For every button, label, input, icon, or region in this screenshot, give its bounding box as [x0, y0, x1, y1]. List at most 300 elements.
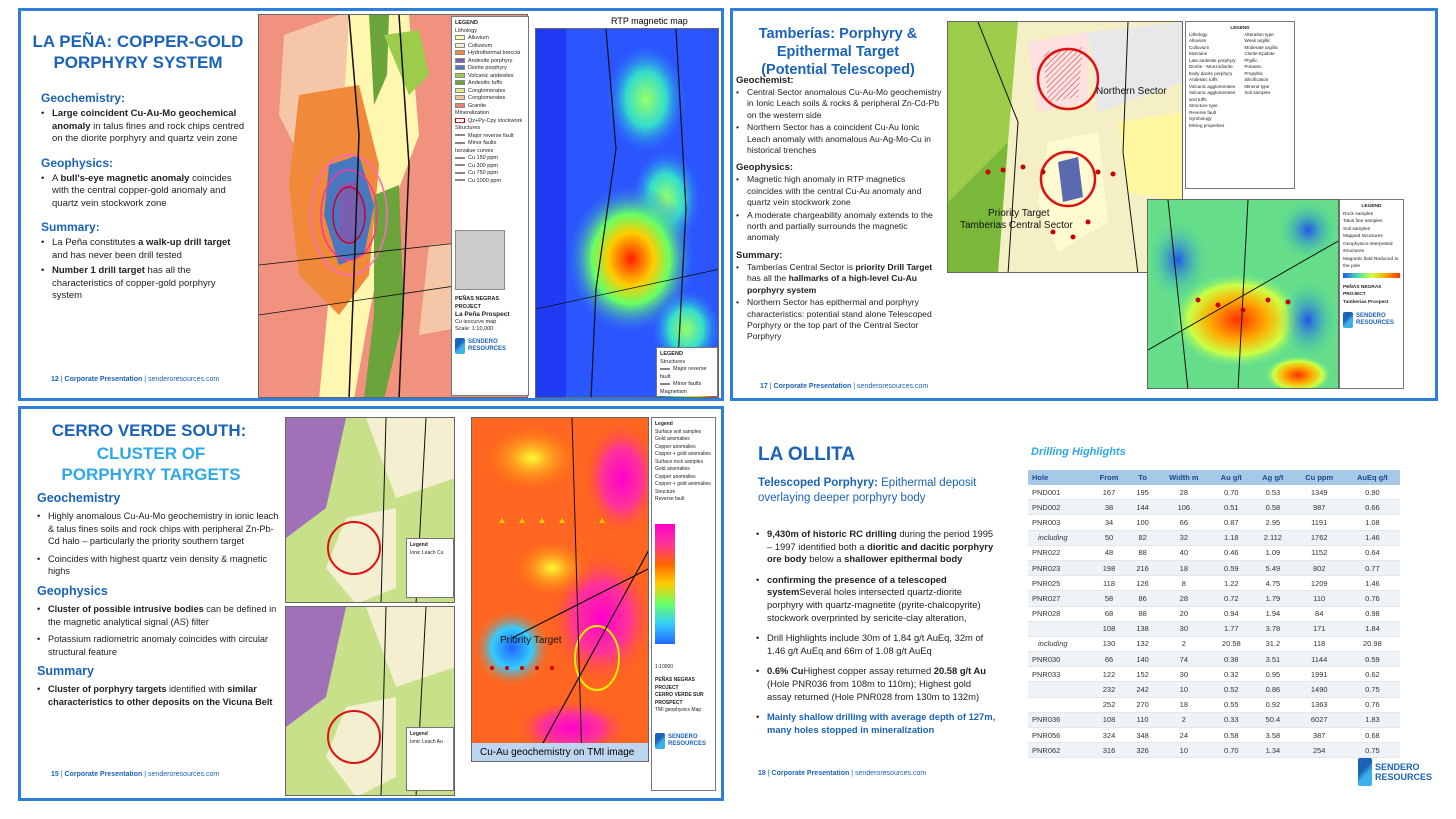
table-cell: 0.64 [1345, 545, 1400, 560]
bullet-item: • Magnetic high anomaly in RTP magnetics coincides with the central Cu-Au anomaly and quartz vein stockwork zone [736, 174, 942, 208]
table-cell: 252 [1090, 697, 1128, 712]
table-cell: 118 [1090, 576, 1128, 591]
table-cell: 0.77 [1345, 560, 1400, 575]
bullet-list [37, 683, 279, 708]
legend-item: Reverse fault [655, 496, 685, 502]
sendero-logo: SENDERO RESOURCES [1343, 312, 1400, 328]
bullet-list [37, 510, 279, 578]
table-cell: 171 [1294, 621, 1345, 636]
table-cell: 30 [1157, 621, 1210, 636]
table-cell: 82 [1128, 530, 1157, 545]
bullet-item: • Large coincident Cu-Au-Mo geochemical anomaly in talus fines and rock chips centred on the diorite porphyry and quartz vein zone [41, 108, 246, 146]
sendero-logo-icon [655, 733, 665, 749]
legend-item: Conglomerates [455, 95, 525, 103]
table-cell [1028, 621, 1090, 636]
table-cell: 10 [1157, 743, 1210, 758]
table-cell: 88 [1128, 545, 1157, 560]
slide-tamberias [730, 8, 1438, 401]
table-cell: 0.58 [1252, 500, 1294, 515]
table-row [1028, 530, 1400, 545]
table-cell: 0.86 [1252, 682, 1294, 697]
legend-item: Reverse fault [1189, 109, 1217, 115]
legend-item: Alluvium [455, 35, 525, 43]
table-cell: 0.75 [1345, 743, 1400, 758]
legend-item: Andesite porphyry [455, 58, 525, 66]
tamberias-rtp-graphic [1148, 200, 1339, 389]
table-cell: 987 [1294, 500, 1345, 515]
table-cell: 68 [1090, 606, 1128, 621]
table-cell: PNR033 [1028, 667, 1090, 682]
table-row [1028, 712, 1400, 727]
table-cell: PNR022 [1028, 545, 1090, 560]
table-cell: 31.2 [1252, 636, 1294, 651]
legend-item: Magnetic field Reduced to the pole [1343, 256, 1399, 269]
section-heading: Summary: [41, 220, 100, 234]
table-cell: PNR030 [1028, 652, 1090, 667]
table-cell: 20.98 [1345, 636, 1400, 651]
table-cell: 1152 [1294, 545, 1345, 560]
slide-body [41, 91, 246, 303]
table-cell: 108 [1090, 712, 1128, 727]
bullet-item: • 9,430m of historic RC drilling during the period 1995 – 1997 identified both a dioritic and dacitic porphyry ore body below a shallower epithermal body [756, 528, 996, 566]
table-cell: 216 [1128, 560, 1157, 575]
table-cell: 110 [1294, 591, 1345, 606]
rtp-legend: LEGEND Structures Major reverse fault Minor faults Magnetism [656, 347, 718, 397]
table-cell: 1.18 [1211, 530, 1253, 545]
legend-swatch [455, 103, 465, 108]
legend-item: Lithology [1189, 31, 1208, 37]
slide-title-line1: CERRO VERDE SOUTH: [51, 421, 247, 440]
table-cell: PND002 [1028, 500, 1090, 515]
legend-item: Silicification [1244, 77, 1269, 82]
table-cell: 1.08 [1345, 515, 1400, 530]
table-cell: 0.87 [1211, 515, 1253, 530]
table-header-cell: Width m [1157, 470, 1210, 485]
table-cell: 50 [1090, 530, 1128, 545]
table-cell: 198 [1090, 560, 1128, 575]
table-cell: 0.33 [1211, 712, 1253, 727]
table-cell: 1.83 [1345, 712, 1400, 727]
slide-subtitle: Telescoped Porphyry: Epithermal deposit overlaying deeper porphyry body [758, 477, 977, 504]
legend-structure-major: Major reverse fault [455, 133, 525, 141]
table-cell: 30 [1157, 667, 1210, 682]
tamberias-rtp-map [1147, 199, 1339, 389]
table-header-cell: Hole [1028, 470, 1090, 485]
table-cell: 118 [1294, 636, 1345, 651]
legend-iso-item: Cu 750 ppm [455, 170, 525, 178]
table-cell: 254 [1294, 743, 1345, 758]
section-heading: Geophysics: [736, 162, 794, 174]
legend-swatch [455, 80, 465, 85]
table-cell: 0.90 [1345, 485, 1400, 500]
section-heading: Geochemistry [37, 491, 121, 505]
legend-item: Diorite - Monzodiorite [1189, 64, 1233, 69]
sendero-logo: SENDERO RESOURCES [1358, 758, 1432, 786]
legend-items [455, 35, 525, 110]
table-cell: 0.94 [1211, 606, 1253, 621]
bullet-item: • Drill Highlights include 30m of 1.84 g/t AuEq, 32m of 1.46 g/t AuEq and 66m of 1.08 g/t AuEq [756, 632, 996, 657]
legend-item: Andesitic tuffs [1189, 77, 1218, 82]
bullet-item: • A moderate chargeability anomaly extends to the north and partially surrounds the magnetic anomaly [736, 210, 942, 244]
legend-swatch [455, 95, 465, 100]
table-cell: 0.98 [1345, 606, 1400, 621]
table-cell: 270 [1128, 697, 1157, 712]
geology-legend [451, 16, 529, 396]
bullet-list [41, 173, 246, 211]
legend-item: Gold anomalies [655, 466, 690, 472]
legend-swatch [455, 88, 465, 93]
table-cell: 1.22 [1211, 576, 1253, 591]
sendero-logo: SENDERO RESOURCES [655, 733, 712, 749]
legend-item: Early dacite porphyry [1189, 70, 1233, 76]
tamberias-rtp-legend: LEGEND Rock samples Talus fine samples Soil samples Mapped structures Geophysics-interpreted structures Magnetic field Reduced to the pole PEÑAS NEGRAS PROJECT Tamberias Prospect SENDERO RESOURCES [1339, 199, 1404, 389]
bullet-item: • Coincides with highest quartz vein density & magnetic highs [37, 553, 279, 578]
bullet-list [736, 174, 942, 243]
table-cell: 144 [1128, 500, 1157, 515]
sendero-logo-icon [1358, 758, 1372, 786]
rtp-map-graphic [536, 29, 719, 398]
table-cell: 8 [1157, 576, 1210, 591]
bullet-item: • Northern Sector has a coincident Cu-Au Ionic Leach anomaly with anomalous Au-Ag-Mo-Cu in historical trenches [736, 122, 942, 156]
table-cell: PNR003 [1028, 515, 1090, 530]
table-cell: 0.46 [1211, 545, 1253, 560]
table-cell: 1762 [1294, 530, 1345, 545]
map-scale: Scale: 1:10,000 [455, 326, 494, 332]
slide-footer: 12 | Corporate Presentation | senderoresources.com [51, 376, 220, 383]
table-header-cell: From [1090, 470, 1128, 485]
table-row [1028, 652, 1400, 667]
table-cell: PNR056 [1028, 728, 1090, 743]
project-label: PEÑAS NEGRAS PROJECT [455, 296, 500, 310]
table-row [1028, 636, 1400, 651]
rtp-map-title: RTP magnetic map [611, 16, 688, 26]
legend-swatch [455, 43, 465, 48]
table-cell: 66 [1090, 652, 1128, 667]
table-cell: 18 [1157, 697, 1210, 712]
table-cell: 110 [1128, 712, 1157, 727]
table-cell: 0.59 [1211, 560, 1253, 575]
table-cell: including [1028, 530, 1090, 545]
slide-body [736, 75, 942, 343]
legend-item: Copper + gold anomalies [655, 481, 711, 487]
table-cell: 0.32 [1211, 667, 1253, 682]
table-body [1028, 485, 1400, 758]
slide-la-ollita [730, 406, 1438, 801]
bullet-list [41, 108, 246, 146]
legend-item: Surface soil samples [655, 428, 702, 435]
slide-footer: 18 | Corporate Presentation | senderoresources.com [758, 770, 927, 777]
table-cell: 18 [1157, 560, 1210, 575]
table-cell: PND001 [1028, 485, 1090, 500]
table-cell: 0.59 [1345, 652, 1400, 667]
slide-footer: 17 | Corporate Presentation | senderoresources.com [760, 383, 929, 390]
legend-item: Copper anomalies [655, 443, 696, 450]
table-cell: 5.49 [1252, 560, 1294, 575]
table-cell: 58 [1090, 591, 1128, 606]
legend-iso-item: Cu 300 ppm [455, 163, 525, 171]
table-header-cell: Ag g/t [1252, 470, 1294, 485]
table-cell: 20.58 [1211, 636, 1253, 651]
slide-footer: 15 | Corporate Presentation | senderoresources.com [51, 771, 220, 778]
bullet-item: • Tamberías Central Sector is priority Drill Target has all the hallmarks of a high-level Cu-Au porphyry system [736, 262, 942, 296]
legend-structure-minor: Minor faults [455, 140, 525, 148]
bullet-item: • Northern Sector has epithermal and porphyry characteristics: potential stand alone Telescoped Porphyry or the top part of the Central Sector Porphyry [736, 297, 942, 343]
cu-legend: Legend Ionic Leach Cu [406, 538, 454, 598]
table-cell: 0.52 [1211, 682, 1253, 697]
table-cell: 10 [1157, 682, 1210, 697]
slide-body [37, 485, 279, 709]
table-row [1028, 485, 1400, 500]
bullet-item: • 0.6% CuHighest copper assay returned 20.58 g/t Au (Hole PNR036 from 108m to 110m); Highest gold assay returned (Hole PNR028 from 130m to 132m) [756, 665, 996, 703]
tmi-legend: Legend Surface soil samples Gold anomalies Copper anomalies Copper + gold anomalies Surface rock samples Gold anomalies Copper anomalies Copper + gold anomalies Structure Reverse fault 1:10000 PEÑAS NEGRAS PROJECT CERRO VERDE SUR PROSPECT TMI geophysics Map SENDERO RESOURCES [651, 417, 716, 791]
table-header-cell: To [1128, 470, 1157, 485]
table-cell: 88 [1128, 606, 1157, 621]
bullet-item: • Cluster of porphyry targets identified with similar characteristics to other deposits on the Vicuna Belt [37, 683, 279, 708]
legend-item: Volcanic andesites [455, 73, 525, 81]
tmi-caption: Cu-Au geochemistry on TMI image [472, 743, 649, 762]
prospect-label: La Peña Prospect [455, 311, 510, 318]
table-row [1028, 743, 1400, 758]
legend-item: Colluvium [1189, 44, 1210, 50]
table-title: Drilling Highlights [1031, 446, 1126, 458]
table-row [1028, 560, 1400, 575]
table-cell: 34 [1090, 515, 1128, 530]
table-cell: 1.94 [1252, 606, 1294, 621]
table-cell: 0.53 [1252, 485, 1294, 500]
table-cell: 0.95 [1252, 667, 1294, 682]
table-cell: 1.79 [1252, 591, 1294, 606]
table-row [1028, 591, 1400, 606]
table-cell [1028, 682, 1090, 697]
table-cell: 326 [1128, 743, 1157, 758]
legend-swatch [455, 35, 465, 40]
table-row [1028, 621, 1400, 636]
bullet-item: • Number 1 drill target has all the characteristics of copper-gold porphyry system [41, 265, 246, 303]
table-cell: 138 [1128, 621, 1157, 636]
legend-item: Moderate argillic [1244, 44, 1279, 50]
table-cell: 86 [1128, 591, 1157, 606]
bullet-item: • A bull's-eye magnetic anomaly coincides with the central copper-gold anomaly and quartz vein stockwork zone [41, 173, 246, 211]
bullet-list [41, 237, 246, 303]
table-cell: PNR028 [1028, 606, 1090, 621]
legend-structures-heading: Structures [455, 125, 481, 131]
legend-item: Copper + gold anomalies [655, 451, 711, 457]
table-cell: including [1028, 636, 1090, 651]
table-cell: 0.62 [1345, 667, 1400, 682]
bullet-list [37, 603, 279, 658]
section-heading: Summary [37, 664, 94, 679]
rtp-magnetic-map [535, 28, 719, 398]
table-cell: 122 [1090, 667, 1128, 682]
legend-iso-items [455, 155, 525, 185]
bullet-item: • Mainly shallow drilling with average depth of 127m, many holes stopped in mineralization [756, 711, 996, 736]
legend-item: Diorite porphyry [455, 65, 525, 73]
table-cell: 50.4 [1252, 712, 1294, 727]
table-cell: 20 [1157, 606, 1210, 621]
slide-body [756, 520, 996, 736]
table-row [1028, 697, 1400, 712]
table-cell: 316 [1090, 743, 1128, 758]
table-cell: 1191 [1294, 515, 1345, 530]
table-cell: PNR025 [1028, 576, 1090, 591]
table-cell: 0.38 [1211, 652, 1253, 667]
section-heading: Geophysics [37, 583, 108, 598]
table-cell: PNR062 [1028, 743, 1090, 758]
table-cell: 0.58 [1211, 728, 1253, 743]
table-cell: 1.09 [1252, 545, 1294, 560]
legend-item: Copper anomalies [655, 473, 696, 480]
bullet-item: • Potassium radiometric anomaly coincides with circular structural feature [37, 633, 279, 658]
tmi-map [471, 417, 649, 762]
legend-item: Morraine [1189, 51, 1208, 56]
table-cell: 2.112 [1252, 530, 1294, 545]
table-cell: 106 [1157, 500, 1210, 515]
legend-item: Soil samples [1343, 226, 1371, 232]
legend-item: Late andesite porphyry [1189, 57, 1236, 63]
sendero-logo: SENDERO RESOURCES [455, 338, 525, 354]
legend-item: Propylitic [1244, 70, 1263, 76]
slide-title-line2: CLUSTER OF PORPHYRY TARGETS [61, 444, 241, 484]
table-cell: 1.77 [1211, 621, 1253, 636]
slide-title: LA PEÑA: COPPER-GOLD PORPHYRY SYSTEM [32, 32, 244, 72]
legend-item: Granite [455, 103, 525, 111]
table-row [1028, 545, 1400, 560]
table-cell: 242 [1128, 682, 1157, 697]
table-cell: 32 [1157, 530, 1210, 545]
table-cell: 3.78 [1252, 621, 1294, 636]
annotation-priority-target: Priority Target [500, 635, 562, 646]
tamberias-legend: LEGEND Lithology Alluvium Colluvium Morraine Late andesite porphyry Diorite - Monzodiorite Early dacite porphyry Andesitic tuffs Volcanic agglomerates Volcanic agglomerates and tuffs Structure type Reverse fault Symbology Mining properties Alteration type Weak argillic Moderate argillic Clorite-Epidote Phyllic Potassic Propylitic Silicification Mineral type Soil samples [1185, 21, 1295, 189]
table-cell: 28 [1157, 591, 1210, 606]
legend-item: Geophysics-interpreted structures [1343, 241, 1393, 254]
cerro-verde-cu-map [285, 417, 455, 603]
table-row [1028, 728, 1400, 743]
table-cell: 66 [1157, 515, 1210, 530]
table-cell: 0.68 [1345, 728, 1400, 743]
legend-swatch [455, 50, 465, 55]
slide-la-pena [18, 8, 724, 401]
location-inset [455, 230, 505, 290]
table-cell: 38 [1090, 500, 1128, 515]
au-legend: Legend Ionic Leach Au [406, 727, 454, 791]
legend-item: Soil samples [1244, 90, 1271, 95]
section-heading: Geochemist: [736, 75, 794, 86]
annotation-northern-sector: Northern Sector [1096, 86, 1167, 97]
table-cell: 0.51 [1211, 500, 1253, 515]
legend-swatch [455, 65, 465, 70]
table-row [1028, 606, 1400, 621]
section-heading: Summary: [736, 249, 783, 261]
table-cell: 348 [1128, 728, 1157, 743]
bullet-item: • La Peña constitutes a walk-up drill target and has never been drill tested [41, 237, 246, 262]
table-cell: 1490 [1294, 682, 1345, 697]
legend-item: Weak argillic [1244, 38, 1271, 43]
table-cell: 132 [1128, 636, 1157, 651]
table-cell: PNR027 [1028, 591, 1090, 606]
tmi-map-graphic [472, 418, 649, 762]
bullet-item: • confirming the presence of a telescoped systemSeveral holes intersected quartz-diorite porphyry with quartz-magnetite (pyrite-chalcopyrite) stockwork overprinted by sericite-clay alteration, [756, 574, 996, 624]
legend-item: Structure type [1189, 103, 1218, 108]
legend-item: Phyllic [1244, 57, 1258, 63]
table-cell: 195 [1128, 485, 1157, 500]
table-cell: 0.92 [1252, 697, 1294, 712]
table-cell: 3.51 [1252, 652, 1294, 667]
table-cell: 0.70 [1211, 485, 1253, 500]
table-header-cell: Au g/t [1211, 470, 1253, 485]
legend-iso-item: Cu 1000 ppm [455, 178, 525, 186]
table-cell: 1.34 [1252, 743, 1294, 758]
table-cell: 232 [1090, 682, 1128, 697]
table-cell: 0.70 [1211, 743, 1253, 758]
table-header-row [1028, 470, 1400, 485]
table-cell: 1.46 [1345, 530, 1400, 545]
table-cell: 24 [1157, 728, 1210, 743]
legend-item: Andesitic tuffs [455, 80, 525, 88]
table-cell: 48 [1090, 545, 1128, 560]
legend-mineral-item: Qz+Py-Cpy stockwork [455, 118, 525, 126]
legend-item: Talus fine samples [1343, 219, 1383, 224]
sendero-logo-icon [455, 338, 465, 354]
table-cell: 0.76 [1345, 591, 1400, 606]
table-cell: 2 [1157, 636, 1210, 651]
table-cell [1028, 697, 1090, 712]
legend-lithology-heading: Lithology [455, 27, 478, 34]
legend-swatch [455, 73, 465, 78]
table-row [1028, 500, 1400, 515]
table-cell: 140 [1128, 652, 1157, 667]
table-cell: 130 [1090, 636, 1128, 651]
table-cell: 1991 [1294, 667, 1345, 682]
bullet-item: • Cluster of possible intrusive bodies can be defined in the magnetic analytical signal (AS) filter [37, 603, 279, 628]
table-cell: 3.58 [1252, 728, 1294, 743]
table-cell: 0.75 [1345, 682, 1400, 697]
table-cell: 1363 [1294, 697, 1345, 712]
legend-item: Volcanic agglomerates [1189, 83, 1236, 89]
table-cell: 387 [1294, 728, 1345, 743]
legend-item: Rock samples [1343, 211, 1374, 217]
legend-item: Mapped structures [1343, 234, 1383, 239]
table-cell: 4.75 [1252, 576, 1294, 591]
legend-item: Conglomerates [455, 88, 525, 96]
table-row [1028, 682, 1400, 697]
legend-item: Structure [655, 488, 676, 495]
table-cell: PNR036 [1028, 712, 1090, 727]
table-cell: 1209 [1294, 576, 1345, 591]
legend-mineral-heading: Mineralization [455, 110, 489, 116]
table-cell: 108 [1090, 621, 1128, 636]
sendero-logo-icon [1343, 312, 1353, 328]
slide-title: Tamberías: Porphyry & Epithermal Target (Potential Telescoped) [758, 26, 918, 78]
legend-swatch [455, 58, 465, 63]
legend-item: Mining properties [1189, 122, 1225, 128]
legend-item: Potassic [1244, 64, 1262, 69]
legend-title: LEGEND [455, 20, 478, 26]
table-cell: 84 [1294, 606, 1345, 621]
section-heading: Geochemistry: [41, 91, 126, 105]
cerro-verde-au-map [285, 606, 455, 796]
legend-item: Hydrothermal breccia [455, 50, 525, 58]
table-cell: 1.84 [1345, 621, 1400, 636]
table-row [1028, 515, 1400, 530]
table-cell: 1349 [1294, 485, 1345, 500]
slide-cerro-verde-south [18, 406, 724, 801]
annotation-central-sector: Tamberias Central Sector [960, 220, 1073, 231]
table-cell: PNR023 [1028, 560, 1090, 575]
bullet-list [756, 528, 996, 736]
table-cell: 0.72 [1211, 591, 1253, 606]
legend-item: Symbology [1189, 116, 1212, 121]
slide-title: LA OLLITA [758, 444, 856, 465]
